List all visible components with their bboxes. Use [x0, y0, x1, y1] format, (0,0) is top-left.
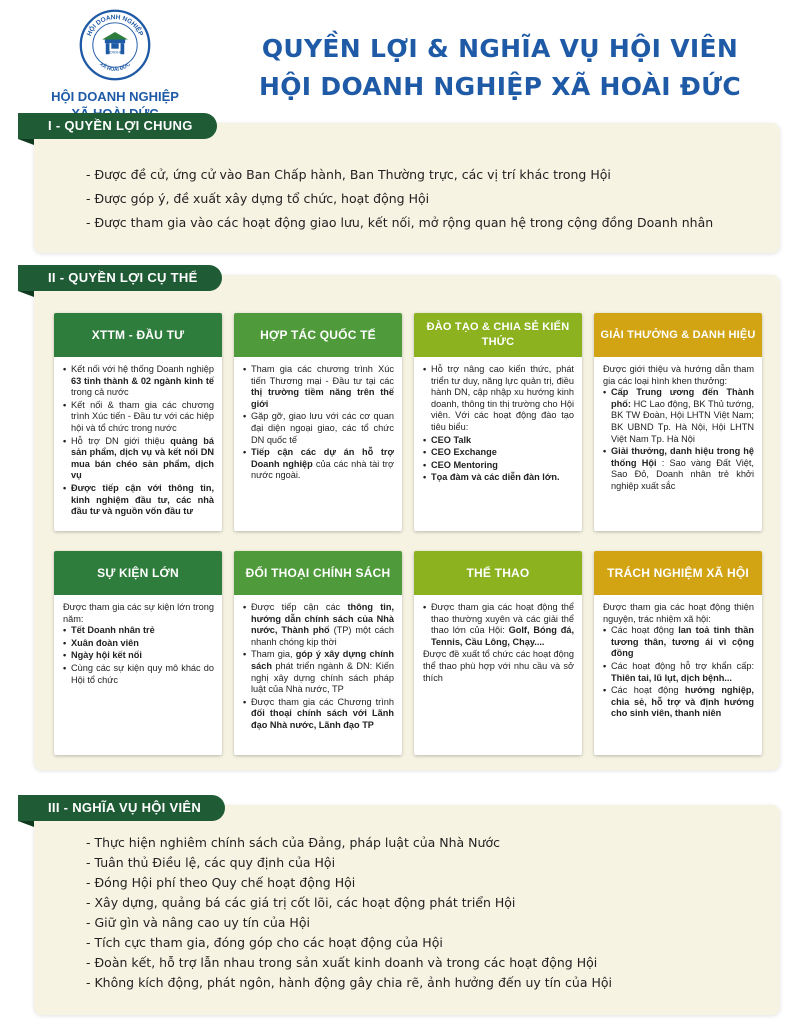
logo-ring-text: HỘI DOANH NGHIỆP: [85, 14, 145, 38]
list-item: - Tích cực tham gia, đóng góp cho các hoạt động của Hội: [86, 935, 443, 950]
list-item: • Được tham gia các Chương trình đối thoại chính sách với Lãnh đạo Nhà nước, Lãnh đạo TP: [243, 697, 394, 732]
card-note: Được đề xuất tổ chức các hoạt động thể thao phù hợp với nhu cầu và sở thích: [423, 649, 574, 683]
card-international-cooperation: [234, 313, 402, 531]
logo-center-text: HDNXHĐ: [107, 50, 123, 55]
card-major-events: [54, 551, 222, 755]
list-item: • Kết nối & tham gia các chương trình Xúc tiến - Đầu tư với các hiệp hội và tổ chức trong nước: [63, 400, 214, 435]
list-item: • Hỗ trợ DN giới thiệu quảng bá sản phẩm, dịch vụ và kết nối DN mua bán chéo sản phẩm, dịch vụ: [63, 436, 214, 482]
list-item: • CEO Talk: [423, 435, 574, 447]
list-item: • Hỗ trợ nâng cao kiến thức, phát triển tư duy, năng lực quản trị, điều hành DN, cập nhập xu hướng kinh doanh, thông tin thị trường cho Hội viên. Với các hoạt động đào tạo tiêu biểu:: [423, 364, 574, 434]
list-item: • Các hoạt động lan toả tinh thần tương thân, tương ái vì cộng đồng: [603, 625, 754, 660]
card-title: THỂ THAO: [414, 551, 582, 595]
card-training-knowledge: [414, 313, 582, 531]
list-item: - Không kích động, phát ngôn, hành động gây chia rẽ, ảnh hưởng đến uy tín của Hội: [86, 975, 613, 990]
page-title-line2: HỘI DOANH NGHIỆP XÃ HOÀI ĐỨC: [259, 72, 741, 101]
card-title: SỰ KIỆN LỚN: [54, 551, 222, 595]
list-item: • Kết nối với hệ thống Doanh nghiệp 63 tỉnh thành & 02 ngành kinh tế trong cả nước: [63, 364, 214, 399]
list-item: - Tuân thủ Điều lệ, các quy định của Hội: [86, 855, 336, 870]
list-item: • Tham gia, góp ý xây dựng chính sách phát triển ngành & DN: Kiến nghị xây dựng chính sách pháp luật của Nhà nước, TP: [243, 649, 394, 695]
list-item: • Các hoạt động hướng nghiệp, chia sẻ, hỗ trợ và định hướng cho sinh viên, thanh niên: [603, 685, 754, 720]
page-title: [230, 30, 770, 106]
list-item: • Cấp Trung ương đến Thành phố: HC Lao động, BK Thủ tướng, BK TW Đoàn, Hội LHTN Việt Nam; BK UBND Tp. Hà Nội, Hội LHTN Việt Nam Tp. Hà Nội: [603, 387, 754, 445]
list-item: - Đoàn kết, hỗ trợ lẫn nhau trong sản xuất kinh doanh và trong các hoạt động Hội: [86, 955, 598, 970]
obligations-list: [86, 833, 612, 993]
card-sports: [414, 551, 582, 755]
section-specific-rights-label: II - QUYỀN LỢI CỤ THỂ: [18, 265, 222, 291]
section-general-rights-label: I - QUYỀN LỢI CHUNG: [18, 113, 217, 139]
card-xttm-investment: [54, 313, 222, 531]
list-item: - Được đề cử, ứng cử vào Ban Chấp hành, Ban Thường trực, các vị trí khác trong Hội: [86, 167, 611, 182]
list-item: • Tết Doanh nhân trẻ: [63, 625, 214, 637]
list-item: - Đóng Hội phí theo Quy chế hoạt động Hội: [86, 875, 356, 890]
card-title: XTTM - ĐẦU TƯ: [54, 313, 222, 357]
card-title: ĐÀO TẠO & CHIA SẺ KIẾN THỨC: [414, 313, 582, 357]
logo-emblem-icon: [78, 8, 152, 82]
logo-name-line1: HỘI DOANH NGHIỆP: [51, 89, 179, 104]
list-item: • Cùng các sự kiện quy mô khác do Hội tổ chức: [63, 663, 214, 686]
list-item: - Xây dựng, quảng bá các giá trị cốt lõi, các hoạt động phát triển Hội: [86, 895, 516, 910]
list-item: - Được góp ý, đề xuất xây dựng tổ chức, hoạt động Hội: [86, 191, 430, 206]
list-item: • Gặp gỡ, giao lưu với các cơ quan đại diện ngoại giao, các tổ chức DN quốc tế: [243, 411, 394, 446]
list-item: • Các hoạt động hỗ trợ khẩn cấp: Thiên tai, lũ lụt, dịch bệnh...: [603, 661, 754, 684]
card-awards-titles: [594, 313, 762, 531]
section-member-obligations: [34, 800, 780, 1015]
list-item: • CEO Exchange: [423, 447, 574, 459]
card-title: GIẢI THƯỞNG & DANH HIỆU: [594, 313, 762, 357]
list-item: • Xuân đoàn viên: [63, 638, 214, 650]
logo-ring-bottom-text: XÃ HOÀI ĐỨC: [98, 61, 132, 73]
card-title: HỢP TÁC QUỐC TẾ: [234, 313, 402, 357]
general-rights-list: [86, 165, 713, 237]
page-title-line1: QUYỀN LỢI & NGHĨA VỤ HỘI VIÊN: [261, 34, 739, 63]
section-member-obligations-label: III - NGHĨA VỤ HỘI VIÊN: [18, 795, 225, 821]
list-item: • CEO Mentoring: [423, 460, 574, 472]
card-intro: Được giới thiệu và hướng dẫn tham gia các loại hình khen thưởng:: [603, 364, 754, 386]
list-item: - Giữ gìn và nâng cao uy tín của Hội: [86, 915, 310, 930]
card-title: ĐỐI THOẠI CHÍNH SÁCH: [234, 551, 402, 595]
card-intro: Được tham gia các sự kiện lớn trong năm:: [63, 602, 214, 624]
list-item: • Giải thưởng, danh hiệu trong hệ thống Hội : Sao vàng Đất Việt, Sao Đỏ, Doanh nhân trẻ khởi nghiệp xuất sắc: [603, 446, 754, 492]
card-title: TRÁCH NGHIỆM XÃ HỘI: [594, 551, 762, 595]
list-item: • Được tham gia các hoạt động thể thao thường xuyên và các giải thể thao lớn của Hội: Golf, Bóng đá, Tennis, Cầu Lông, Chạy....: [423, 602, 574, 648]
list-item: - Được tham gia vào các hoạt động giao lưu, kết nối, mở rộng quan hệ trong cộng đồng Doanh nhân: [86, 215, 714, 230]
list-item: • Ngày hội kết nối: [63, 650, 214, 662]
section-specific-rights: [34, 270, 780, 770]
section-general-rights: [34, 118, 780, 253]
card-intro: Được tham gia các hoạt động thiện nguyện, trác nhiệm xã hội:: [603, 602, 754, 624]
list-item: • Tọa đàm và các diễn đàn lớn.: [423, 472, 574, 484]
card-social-responsibility: [594, 551, 762, 755]
association-logo: [40, 8, 190, 121]
list-item: - Thực hiện nghiêm chính sách của Đảng, pháp luật của Nhà Nước: [86, 835, 500, 850]
list-item: • Được tiếp cận với thông tin, kinh nghiệm đầu tư, các nhà đầu tư và nguồn vốn đầu tư: [63, 483, 214, 518]
card-policy-dialogue: [234, 551, 402, 755]
list-item: • Tiếp cận các dự án hỗ trợ Doanh nghiệp của các nhà tài trợ nước ngoài.: [243, 447, 394, 482]
list-item: • Tham gia các chương trình Xúc tiến Thương mại - Đầu tư tại các thị trường tiềm năng trên thế giới: [243, 364, 394, 410]
list-item: • Được tiếp cận các thông tin, hướng dẫn chính sách của Nhà nước, Thành phố (TP) một cách nhanh chóng kịp thời: [243, 602, 394, 648]
